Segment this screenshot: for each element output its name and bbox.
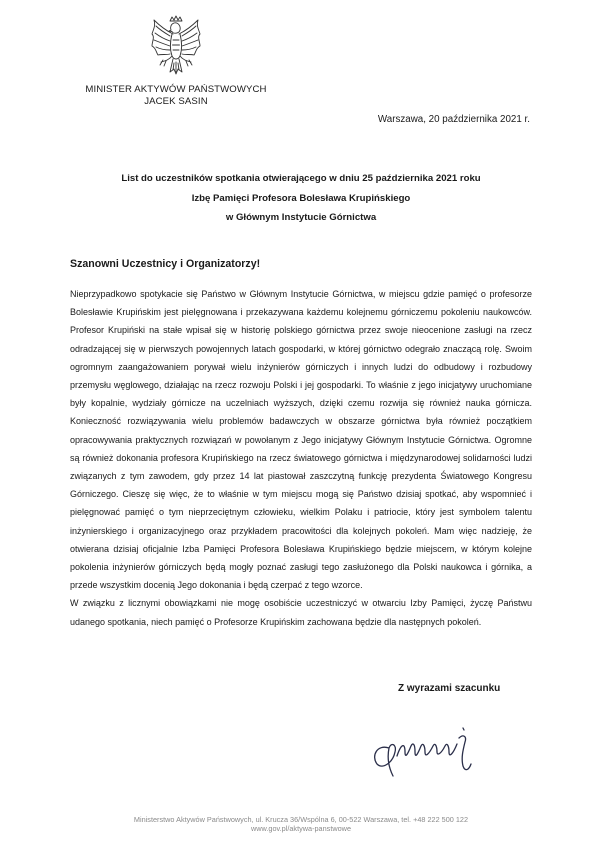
title-line-1: List do uczestników spotkania otwierającego w dniu 25 października 2021 roku xyxy=(121,173,481,184)
footer-address: Ministerstwo Aktywów Państwowych, ul. Krucza 36/Wspólna 6, 00-522 Warszawa, tel. +48 222 500 122 xyxy=(133,815,469,824)
title-line-3: w Głównym Instytucie Górnictwa xyxy=(225,212,377,223)
title-line-2: Izbę Pamięci Profesora Bolesława Krupińskiego xyxy=(191,192,411,204)
minister-name: JACEK SASIN xyxy=(144,95,208,107)
greeting: Szanowni Uczestnicy i Organizatorzy! xyxy=(70,258,261,270)
handwritten-signature xyxy=(367,718,501,780)
minister-title: MINISTER AKTYWÓW PAŃSTWOWYCH xyxy=(85,84,267,95)
date-line: Warszawa, 20 października 2021 r. xyxy=(377,114,530,125)
footer xyxy=(60,815,542,834)
eagle-emblem-icon xyxy=(148,14,204,80)
letter-body xyxy=(70,285,532,631)
paragraph-1: Nieprzypadkowo spotykacie się Państwo w Głównym Instytucie Górnictwa, w miejscu gdzie pamięć o profesorze Bolesławie Krupińskim jest pielęgnowana i przekazywana każdemu kolejnemu górniczemu pokoleniu naukowców. Profesor Krupiński na stałe wpisał się w historię polskiego górnictwa przez swoje nieocenione zasługi na rzecz odradzającej się w pierwszych powojennych latach gospodarki, w której górnictwo odegrało znaczącą rolę. Swoim ogromnym zaangażowaniem porywał wielu inżynierów górniczych i innych ludzi do odbudowy i rozbudowy przemysłu węglowego, działając na rzecz rozwoju Polski i jej gospodarki. To właśnie z jego inicjatywy uruchomiane były kopalnie, wydziały górnicze na uczelniach wyższych, dzięki czemu rozwija się również nauka górnicza. Konieczność rozwiązywania wielu problemów badawczych w obszarze górnictwa była również początkiem opracowywania praktycznych rozwiązań w powołanym z Jego inicjatywy Głównym Instytucie Górnictwa. Ogromne są również dokonania profesora Krupińskiego na rzecz światowego górnictwa i międzynarodowej solidarności ludzi związanych z tym zawodem, gdy przez 14 lat piastował zaszczytną funkcję prezydenta Światowego Kongresu Górniczego. Cieszę się więc, że to właśnie w tym miejscu mogą się Państwo dzisiaj spotkać, aby wspomnieć i pielęgnować pamięć o tym nieprzeciętnym człowieku, wielkim Polaku i patriocie, który jest symbolem talentu inżynierskiego i organizacyjnego oraz przykładem pracowitości dla kolejnych pokoleń. Mam więc nadzieję, że otwierana dzisiaj oficjalnie Izba Pamięci Profesora Bolesława Krupińskiego będzie miejscem, w którym kolejne pokolenia inżynierów górniczych będą mogły poznać zasługi tego zasłużonego dla Polski naukowca i górnika, a przede wszystkim docenią Jego dokonania i będą czerpać z tego wzorce. xyxy=(70,289,532,591)
footer-website[interactable]: www.gov.pl/aktywa-panstwowe xyxy=(250,824,352,834)
minister-heading xyxy=(80,84,272,107)
letter-title xyxy=(70,169,532,228)
closing-line: Z wyrazami szacunku xyxy=(398,683,501,694)
paragraph-2: W związku z licznymi obowiązkami nie mogę osobiście uczestniczyć w otwarciu Izby Pamięci, życzę Państwu udanego spotkania, niech pamięć o Profesorze Krupińskim zachowana będzie dla następnych pokoleń. xyxy=(70,598,532,627)
